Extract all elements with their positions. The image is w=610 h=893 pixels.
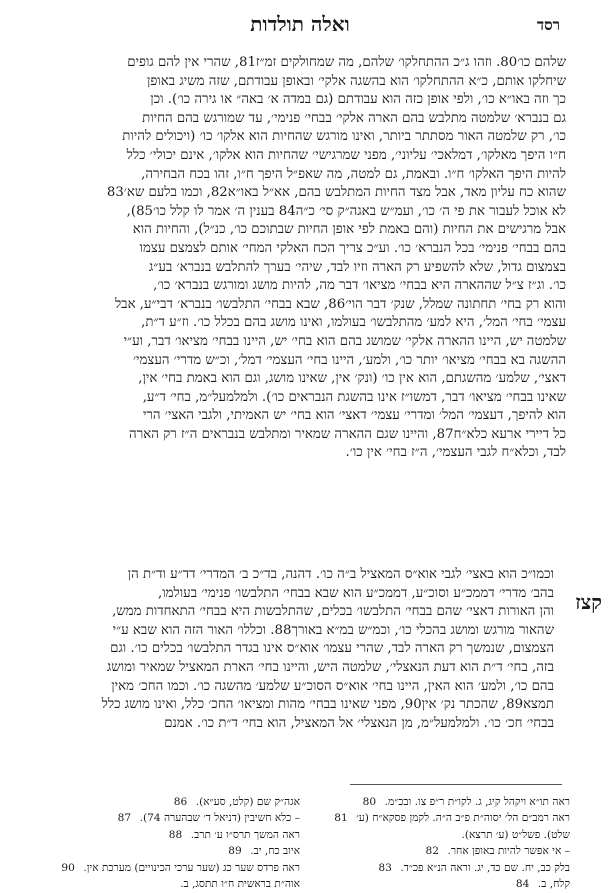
footnote-number: 86 bbox=[173, 796, 188, 808]
footnote-number: 90 bbox=[61, 861, 75, 874]
text-line: כו׳, רק שלמטה האור מסתתר ביותר, ואינו מורגש שהחיות הוא אלקו׳ כו׳ (ויכולים להיות bbox=[122, 129, 566, 145]
footnote bbox=[40, 827, 300, 843]
footnote-text: אגה״ק שם (קלט, סע״א). bbox=[195, 796, 300, 808]
text-line: שהוא כח עליון מאד, אבל מצד החיות המתלבש בהם, אא״ל באו״א82, וכמו בלעם שא׳83 bbox=[106, 185, 566, 201]
text-line: בהב׳ מדרי׳ דממכ״ע וסוכ״ע, דממכ״ע הוא שבא בבחי׳ התלבשו׳ פנימי׳ בעולמו, bbox=[158, 585, 554, 601]
text-line: הוא להיפך, דעצמי׳ המל׳ ומדרי׳ עצמי׳ דאצי׳ הוא בחי׳ יש האמיתי, ולגבי האצי׳ הרי bbox=[142, 408, 566, 424]
text-line: ההשגה בא בבחי׳ מציאו׳ יותר כו׳, ולמע׳, היינו בחי׳ העצמי׳ דמל׳, וכ״ש מדרי׳ העצמי׳ bbox=[132, 352, 566, 368]
text-line: בצמצום גדול, שלא להשפיע רק הארה וזיו לבד, שיהי׳ בערך להתלבש בנברא׳ בע״ג bbox=[148, 259, 566, 275]
footnote-text: – כלא חשיבין (דניאל ד׳ שבהערה 74). bbox=[139, 812, 300, 825]
footnote-text: בלק כב, יח. שם כד, יג. וראה הנ״א פכ״ד. bbox=[400, 861, 570, 874]
text-line: בהם בבחי׳ פנימי׳ בכל הנברא׳ כו׳. וע״כ צריך הכח האלקי המחי׳ אותם לצמצם עצמו bbox=[139, 240, 566, 256]
footnote-number: 81 bbox=[334, 812, 348, 825]
text-line: לבד, וכלא״ח לגבי העצמי׳, ה״ז בחי׳ אין כו׳. bbox=[345, 445, 566, 461]
footnote-text: ראה פרדס שער כג (שער ערכי הכינויים) מערכת אין. bbox=[83, 861, 300, 874]
text-line: להיות היפך האלקו׳ ח״ו. ובאמת, גם למטה, מה שאפ״ל היפך ח״ו, זהו בכח הבחירה, bbox=[141, 166, 566, 182]
footnote-text: אוה״ת בראשית ח״ו תתסג, ב. bbox=[180, 878, 300, 891]
page-number: רסד bbox=[536, 16, 560, 34]
footnote bbox=[40, 794, 300, 810]
footnotes-column-left bbox=[40, 794, 300, 892]
text-line: שלמטה יש, היינו ההארה אלקי׳ שמושג בהם הוא בחי׳ יש, היינו בבחי׳ מציאו׳ דבר, וע״י bbox=[123, 333, 566, 349]
footnote-text: ראה רמב״ם הל׳ יסוה״ת פ״ב ה״ה. לקמן פסקא״ח (ע׳ bbox=[356, 812, 570, 825]
paragraph-main-1 bbox=[46, 54, 566, 463]
footnote-text: קלח, ב. bbox=[537, 878, 570, 891]
paragraph-main-2 bbox=[46, 566, 554, 733]
footnote bbox=[310, 876, 570, 892]
text-line: והוא רק בחי׳ תחתונה שמלל, שנק׳ דבר הוי׳86, שבא בבחי׳ התלבשו׳ בנברא׳ דבי״ע, אבל bbox=[114, 296, 566, 312]
page-header bbox=[40, 12, 560, 38]
footnote-text: ראה תו״א ויקהל קיג, ג. לקו״ת ר״פ צו. ובכ״מ. bbox=[384, 796, 570, 808]
text-line: שאינו בבחי׳ מציאו׳ דבר, דמשו״ז אינו בהשגת הנבראים כו׳). ולמלמעל״מ, בחי׳ ד״ע, bbox=[142, 389, 566, 405]
footnote bbox=[310, 827, 570, 843]
footnote-text: איוב כח, יב. bbox=[250, 845, 300, 858]
text-line: שהאור מורגש ומושג בהכלי כו׳, וכמ״ש במ״א באורך88. וכללו׳ האור הזה הוא שבא ע״י bbox=[112, 622, 554, 638]
footnote-number: 88 bbox=[168, 828, 183, 841]
footnote-number: 87 bbox=[117, 812, 132, 825]
text-line: כך וזה באו״א כו׳, ולפי אופן כזה הוא עבודתם (גם במדה א׳ באה״ או גירה כו׳). וכן bbox=[150, 92, 566, 108]
footnote bbox=[310, 843, 570, 859]
footnote bbox=[40, 810, 300, 826]
text-line: כו׳. וג״ז צ״ל שההארה היא בבחי׳ מציאו׳ דבר מה, להיות מושג ומורגש בנברא׳ כו׳, bbox=[153, 278, 566, 294]
text-line: בהם כו׳, ולמע׳ הוא האין, היינו בחי׳ אוא״ס הסוכ״ע שלמע׳ מהשגה כו׳. וכמו החכ׳ מאין bbox=[111, 678, 554, 694]
footnotes bbox=[40, 794, 570, 893]
footnote-text: שלט). פשל״ט (ע׳ תרצא). bbox=[461, 828, 570, 841]
text-line: שיחלקו אותם, כ״א ההתחלקו׳ הוא בהשגה אלקי׳ ובאופן עבודתם, שזה משיג באופן bbox=[146, 73, 566, 89]
text-line: לא אוכל לעבור את פי ה׳ כו׳, ועמ״ש באגה״ק סי׳ כ״ה84 בענין ה׳ אמר לו קלל כו׳85), bbox=[126, 203, 566, 219]
text-line: כל דיירי ארעא כלא״ח87, והיינו שגם ההארה שמאיר ומתלבש בנבראים ה״ז רק הארה bbox=[129, 426, 566, 442]
footnote-number: 89 bbox=[228, 845, 242, 858]
text-line: דאצי׳, שלמע׳ מהשגתם, הוא אין כו׳ (ונק׳ אין, שאינו מושג, וגם הוא באמת בחי׳ אין, bbox=[138, 371, 566, 387]
text-line: ח״ו היפך מאלקו׳, דמלאכי׳ עליוני׳, מפני שמרגישי׳ שהחיות הוא אלקו׳, אינם יכולי׳ כלל bbox=[126, 147, 566, 163]
margin-section-number: קצז bbox=[575, 590, 602, 614]
footnote bbox=[310, 860, 570, 876]
text-line: והן האורות דאצי׳ שהם בבחי׳ התלבשו׳ בכלים, שהתלבשות היא בבחי׳ התאחדות ממש, bbox=[112, 604, 554, 620]
text-line: בזה, בחי׳ ד״ת הוא דעת הנאצלי׳, שלמטה היש, והיינו בחי׳ הארת המאציל שמאיר ומושג bbox=[106, 659, 554, 675]
footnote bbox=[310, 810, 570, 826]
text-line: הצמצום, שנמשך רק הארה לבד, שהרי עצמו׳ אוא״ס אינו בגדר התלבשו׳ בכלים כו׳. וגם bbox=[110, 641, 554, 657]
footnote-number: 84 bbox=[515, 878, 530, 891]
footnote-number: 80 bbox=[362, 796, 377, 808]
footnote bbox=[310, 794, 570, 810]
text-line: בבחי׳ חכ׳ כו׳. ולמלמעל״מ, מן הנאצלי׳ אל המאציל, הוא בחי׳ ד״ת כו׳. אמנם bbox=[164, 715, 554, 731]
text-line: וכמו״כ הוא באצי׳ לגבי אוא״ס המאציל ב״ה כו׳. דהנה, בד״כ ב׳ המדרי׳ דד״ע וד״ת הן bbox=[127, 567, 554, 582]
footnote-text: – אי אפשר להיות באופן אחר. bbox=[447, 845, 570, 858]
footnote-text: ראה המשך תרס״ו ע׳ תרב. bbox=[190, 828, 300, 841]
footnote bbox=[40, 860, 300, 876]
running-head: ואלה תולדות bbox=[250, 12, 350, 36]
text-line: שלהם כו׳80. וזהו ג״כ ההתחלקו׳ שלהם, מה שמחולקים זמ״ז81, שהרי אין להם גופים bbox=[127, 55, 566, 70]
footnote-divider bbox=[350, 784, 562, 785]
footnote bbox=[40, 876, 300, 892]
text-line: אבל מרגישים את החיות (והם באמת לפי אופן החיות שבתוכם כו׳, כנ״ל), והחיות הוא bbox=[132, 222, 566, 238]
text-line: תמצא89, שהכתר נק׳ אין90, מפני שאינו בבחי׳ מהות ומציאו׳ החכ׳ כלל, ואינו מושג כלל bbox=[101, 697, 554, 713]
footnotes-column-right bbox=[310, 794, 570, 892]
footnote-number: 83 bbox=[378, 861, 392, 874]
text-line: גם בנברא׳ שלמטה מתלבש בהם הארה אלקי׳ בבחי׳ פנימי׳, עד שמורגש בהם החיות bbox=[142, 110, 566, 126]
footnote-number: 82 bbox=[425, 845, 439, 858]
footnote bbox=[40, 843, 300, 859]
text-line: עצמי׳ בחי׳ המל׳, היא למע׳ מהתלבשו׳ בעולמו, ואינו מושג בהם בכלל כו׳. וז״ע ד״ת, bbox=[141, 315, 566, 331]
